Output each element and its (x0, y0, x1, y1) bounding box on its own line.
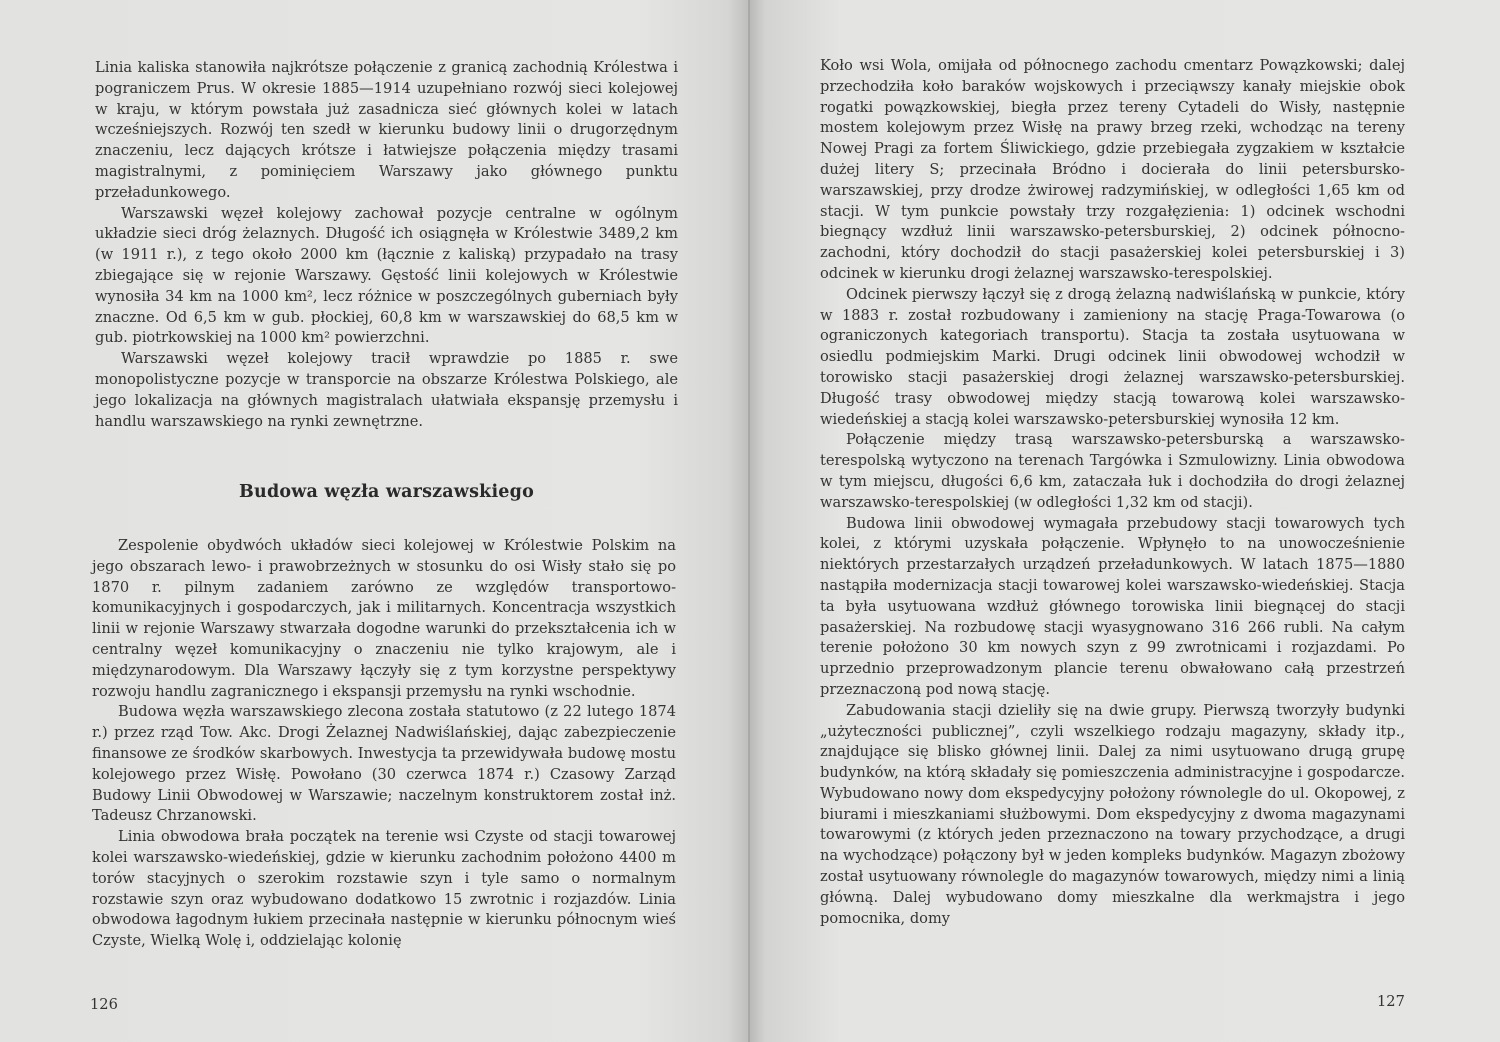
paragraph: Koło wsi Wola, omijała od północnego zachodu cmentarz Powązkowski; dalej przechodziła koło baraków wojskowych i przeciąwszy kanały miejskie obok rogatki powązkowskiej, biegła przez tereny Cytadeli do Wisły, następnie mostem kolejowym przez Wisłę na prawy brzeg rzeki, wchodząc na tereny Nowej Pragi za fortem Śliwickiego, gdzie przebiegała zygzakiem w kształcie dużej litery S; przecinała Bródno i docierała do linii petersbursko-warszawskiej, przy drodze żwirowej radzymińskiej, w odległości 1,65 km od stacji. W tym punkcie powstały trzy rozgałęzienia: 1) odcinek wschodni biegnący wzdłuż linii warszawsko-petersburskiej, 2) odcinek północno-zachodni, który dochodził do stacji pasażerskiej kolei petersburskiej i 3) odcinek w kierunku drogi żelaznej warszawsko-terespolskiej. (820, 57, 1405, 282)
paragraph: Linia obwodowa brała początek na terenie wsi Czyste od stacji towarowej kolei warszawsko-wiedeńskiej, gdzie w kierunku zachodnim położono 4400 m torów stacyjnych o szerokim rozstawie szyn i tyle samo o normalnym rozstawie szyn oraz wybudowano dodatkowo 15 zwrotnic i rozjazdów. Linia obwodowa łagodnym łukiem przecinała następnie w kierunku północnym wieś Czyste, Wielką Wolę i, oddzielając kolonię (92, 828, 676, 950)
left-page-top-text (95, 58, 678, 432)
paragraph: Budowa linii obwodowej wymagała przebudowy stacji towarowych tych kolei, z którymi uzyskała połączenie. Wpłynęło to na unowocześnienie niektórych przestarzałych urządzeń przeładunkowych. W latach 1875—1880 nastąpiła modernizacja stacji towarowej kolei warszawsko-wiedeńskiej. Stacja ta była usytuowana wzdłuż głównego torowiska linii biegnącej do stacji pasażerskiej. Na rozbudowę stacji wyasygnowano 316 266 rubli. Na całym terenie położono 30 km nowych szyn z 99 zwrotnicami i rozjazdami. Po uprzednio przeprowadzonym plancie terenu obwałowano całą przestrzeń przeznaczoną pod nową stację. (820, 514, 1405, 698)
paragraph: Linia kaliska stanowiła najkrótsze połączenie z granicą zachodnią Królestwa i pograniczem Prus. W okresie 1885—1914 uzupełniano rozwój sieci kolejowej w kraju, w którym powstała już zasadnicza sieć głównych kolei w latach wcześniejszych. Rozwój ten szedł w kierunku budowy linii o drugorzędnym znaczeniu, lecz dających krótsze i łatwiejsze połączenia między trasami magistralnymi, z pominięciem Warszawy jako głównego punktu przeładunkowego. (95, 59, 678, 201)
paragraph: Warszawski węzeł kolejowy zachował pozycje centralne w ogólnym układzie sieci dróg żelaznych. Długość ich osiągnęła w Królestwie 3489,2 km (w 1911 r.), z tego około 2000 km (łącznie z kaliską) przypadało na trasy zbiegające się w rejonie Warszawy. Gęstość linii kolejowych w Królestwie wynosiła 34 km na 1000 km², lecz różnice w poszczególnych guberniach były znaczne. Od 6,5 km w gub. płockiej, 60,8 km w warszawskiej do 68,5 km w gub. piotrkowskiej na 1000 km² powierzchni. (95, 204, 678, 347)
paragraph: Budowa węzła warszawskiego zlecona została statutowo (z 22 lutego 1874 r.) przez rząd Tow. Akc. Drogi Żelaznej Nadwiślańskiej, dając zabezpieczenie finansowe ze środków skarbowych. Inwestycja ta przewidywała budowę mostu kolejowego przez Wisłę. Powołano (30 czerwca 1874 r.) Czasowy Zarząd Budowy Linii Obwodowej w Warszawie; naczelnym konstruktorem został inż. Tadeusz Chrzanowski. (92, 703, 676, 825)
section-heading: Budowa węzła warszawskiego (239, 482, 534, 502)
paragraph: Połączenie między trasą warszawsko-petersburską a warszawsko-terespolską wytyczono na terenach Targówka i Szmulowizny. Linia obwodowa w tym miejscu, długości 6,6 km, zataczała łuk i dochodziła do drogi żelaznej warszawsko-terespolskiej (w odległości 1,32 km od stacji). (820, 431, 1405, 511)
left-page-bottom-text (92, 536, 676, 952)
right-page (750, 0, 1500, 1042)
paragraph: Warszawski węzeł kolejowy tracił wprawdzie po 1885 r. swe monopolistyczne pozycje w transporcie na obszarze Królestwa Polskiego, ale jego lokalizacja na głównych magistralach ułatwiała ekspansję przemysłu i handlu warszawskiego na rynki zewnętrzne. (95, 350, 678, 430)
book-gutter (748, 0, 750, 1042)
page-number-left: 126 (90, 996, 118, 1013)
page-number-right: 127 (1377, 993, 1405, 1010)
paragraph: Odcinek pierwszy łączył się z drogą żelazną nadwiślańską w punkcie, który w 1883 r. został rozbudowany i zamieniony na stację Praga-Towarowa (o ograniczonych kategoriach transportu). Stacja ta została usytuowana w osiedlu podmiejskim Marki. Drugi odcinek linii obwodowej wchodził w torowisko stacji pasażerskiej drogi żelaznej warszawsko-petersburskiej. Długość trasy obwodowej między stacją towarową kolei warszawsko-wiedeńskiej a stacją kolei warszawsko-petersburskiej wynosiła 12 km. (820, 285, 1405, 428)
paragraph: Zespolenie obydwóch układów sieci kolejowej w Królestwie Polskim na jego obszarach lewo- i prawobrzeżnych w stosunku do osi Wisły stało się po 1870 r. pilnym zadaniem zarówno ze względów transportowo-komunikacyjnych i gospodarczych, jak i militarnych. Koncentracja wszystkich linii w rejonie Warszawy stwarzała dogodne warunki do przekształcenia ich w centralny węzeł komunikacyjny o znaczeniu nie tylko krajowym, ale i międzynarodowym. Dla Warszawy łączyły się z tym korzystne perspektywy rozwoju handlu zagranicznego i ekspansji przemysłu na rynki wschodnie. (92, 537, 676, 700)
right-page-text (820, 56, 1405, 929)
paragraph: Zabudowania stacji dzieliły się na dwie grupy. Pierwszą tworzyły budynki „użyteczności publicznej”, czyli wszelkiego rodzaju magazyny, składy itp., znajdujące się blisko głównej linii. Dalej za nimi usytuowano drugą grupę budynków, na którą składały się pomieszczenia administracyjne i gospodarcze. Wybudowano nowy dom ekspedycyjny położony równolegle do ul. Okopowej, z biurami i mieszkaniami służbowymi. Dom ekspedycyjny z dwoma magazynami towarowymi (z których jeden przeznaczono na towary przychodzące, a drugi na wychodzące) połączony był w jeden kompleks budynków. Magazyn zbożowy został usytuowany równolegle do magazynów towarowych, między nimi a linią główną. Dalej wybudowano domy mieszkalne dla werkmajstra i jego pomocnika, domy (820, 701, 1405, 927)
